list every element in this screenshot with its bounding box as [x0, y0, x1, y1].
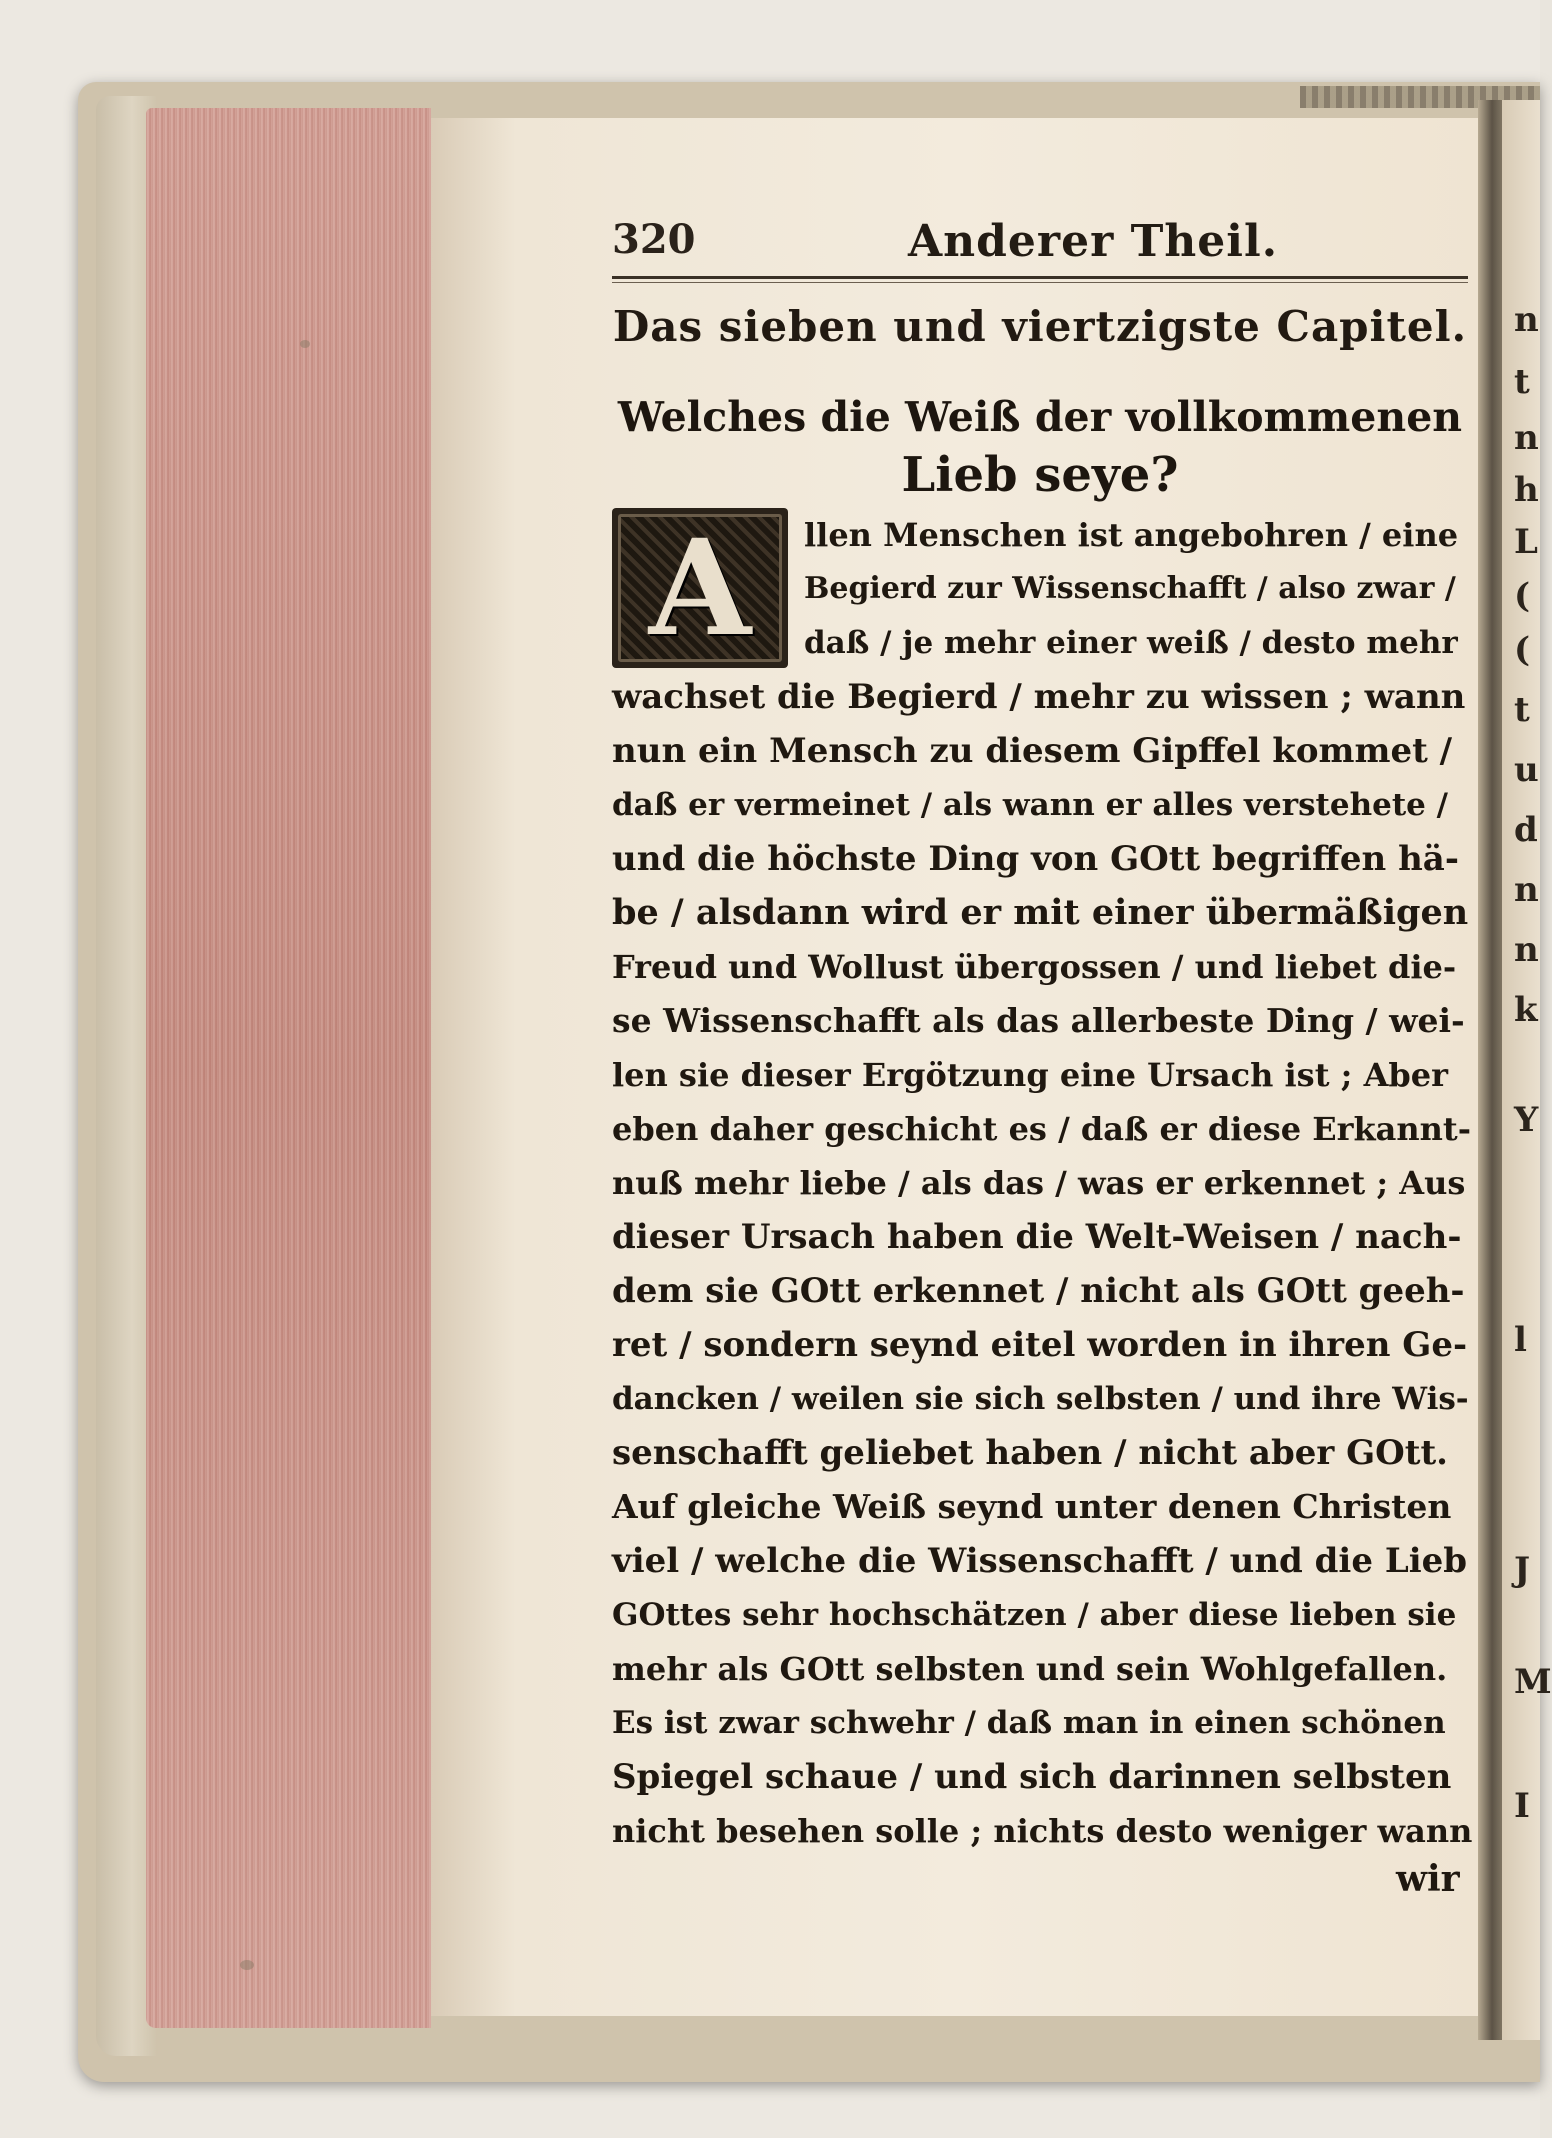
- fragment-glyph: (: [1514, 576, 1531, 616]
- decorated-initial: [612, 508, 788, 668]
- text-line: Freud und Wollust übergossen / und liebet die-: [612, 948, 1457, 986]
- running-head: Anderer Theil.: [908, 216, 1279, 267]
- fragment-glyph: t: [1514, 690, 1530, 730]
- page-header: [612, 216, 1468, 276]
- fragment-glyph: (: [1514, 630, 1531, 670]
- text-line: dem sie GOtt erkennet / nicht als GOtt geeh-: [612, 1271, 1465, 1311]
- text-line: llen Menschen ist angebohren / eine: [804, 516, 1459, 554]
- header-rule: [612, 276, 1468, 279]
- text-line: dancken / weilen sie sich selbsten / und ihre Wis-: [612, 1381, 1469, 1417]
- fragment-glyph: n: [1514, 418, 1539, 458]
- heading-line: Welches die Weiß der vollkommenen: [617, 393, 1463, 441]
- text-line: ret / sondern seynd eitel worden in ihren Ge-: [612, 1325, 1468, 1365]
- text-line: senschafft geliebet haben / nicht aber GOtt.: [612, 1433, 1449, 1473]
- text-line: viel / welche die Wissenschafft / und die Lieb: [612, 1541, 1468, 1581]
- fragment-glyph: J: [1514, 1550, 1531, 1590]
- text-line: Auf gleiche Weiß seynd unter denen Christen: [612, 1487, 1452, 1526]
- paper-speck: [240, 1960, 254, 1970]
- chapter-title: Das sieben und viertzigste Capitel.: [612, 302, 1468, 351]
- text-line: daß er vermeinet / als wann er alles verstehete /: [612, 787, 1449, 823]
- text-line: und die höchste Ding von GOtt begriffen hä-: [612, 839, 1459, 879]
- fragment-glyph: n: [1514, 930, 1539, 970]
- right-page-fragment: [1502, 100, 1552, 2040]
- fragment-glyph: d: [1514, 810, 1538, 850]
- text-line: be / alsdann wird er mit einer übermäßigen: [612, 892, 1469, 933]
- heading-line: Lieb seye?: [901, 447, 1179, 503]
- fragment-glyph: t: [1514, 362, 1530, 402]
- fragment-glyph: l: [1514, 1320, 1527, 1360]
- fragment-glyph: L: [1514, 522, 1538, 562]
- text-line: wachset die Begierd / mehr zu wissen ; wann: [612, 677, 1466, 717]
- text-line: Spiegel schaue / und sich darinnen selbsten: [612, 1757, 1452, 1797]
- fragment-glyph: Y: [1514, 1100, 1539, 1140]
- header-rule-thin: [612, 282, 1468, 283]
- text-line: nun ein Mensch zu diesem Gipffel kommet /: [612, 731, 1453, 771]
- page-edges-shade: [146, 108, 431, 2028]
- text-line: dieser Ursach haben die Welt-Weisen / nach-: [612, 1217, 1462, 1257]
- fragment-glyph: M: [1514, 1662, 1552, 1702]
- fragment-glyph: n: [1514, 870, 1539, 910]
- fragment-glyph: n: [1514, 300, 1539, 340]
- text-line: mehr als GOtt selbsten und sein Wohlgefallen.: [612, 1650, 1448, 1688]
- page-number: 320: [612, 216, 696, 263]
- text-line: GOttes sehr hochschätzen / aber diese lieben sie: [612, 1597, 1457, 1633]
- section-heading: [612, 388, 1468, 504]
- fragment-glyph: k: [1514, 990, 1538, 1030]
- catchword: wir: [1396, 1858, 1460, 1900]
- fragment-glyph: u: [1514, 750, 1539, 790]
- text-line: len sie dieser Ergötzung eine Ursach ist ; Aber: [612, 1056, 1448, 1094]
- fragment-glyph: h: [1514, 470, 1539, 510]
- text-line: nuß mehr liebe / als das / was er erkennet ; Aus: [612, 1164, 1466, 1202]
- text-line: daß / je mehr einer weiß / desto mehr: [804, 625, 1458, 661]
- text-line: eben daher geschicht es / daß er diese Erkannt-: [612, 1110, 1471, 1148]
- text-line: se Wissenschafft als das allerbeste Ding / wei-: [612, 1001, 1465, 1040]
- text-line: Begierd zur Wissenschafft / also zwar /: [804, 571, 1456, 606]
- text-line: nicht besehen solle ; nichts desto weniger wann: [612, 1812, 1473, 1850]
- paper-speck: [300, 340, 310, 348]
- fragment-glyph: I: [1514, 1786, 1530, 1826]
- initial-letter: A: [648, 511, 752, 666]
- text-line: Es ist zwar schwehr / daß man in einen schönen: [612, 1705, 1446, 1741]
